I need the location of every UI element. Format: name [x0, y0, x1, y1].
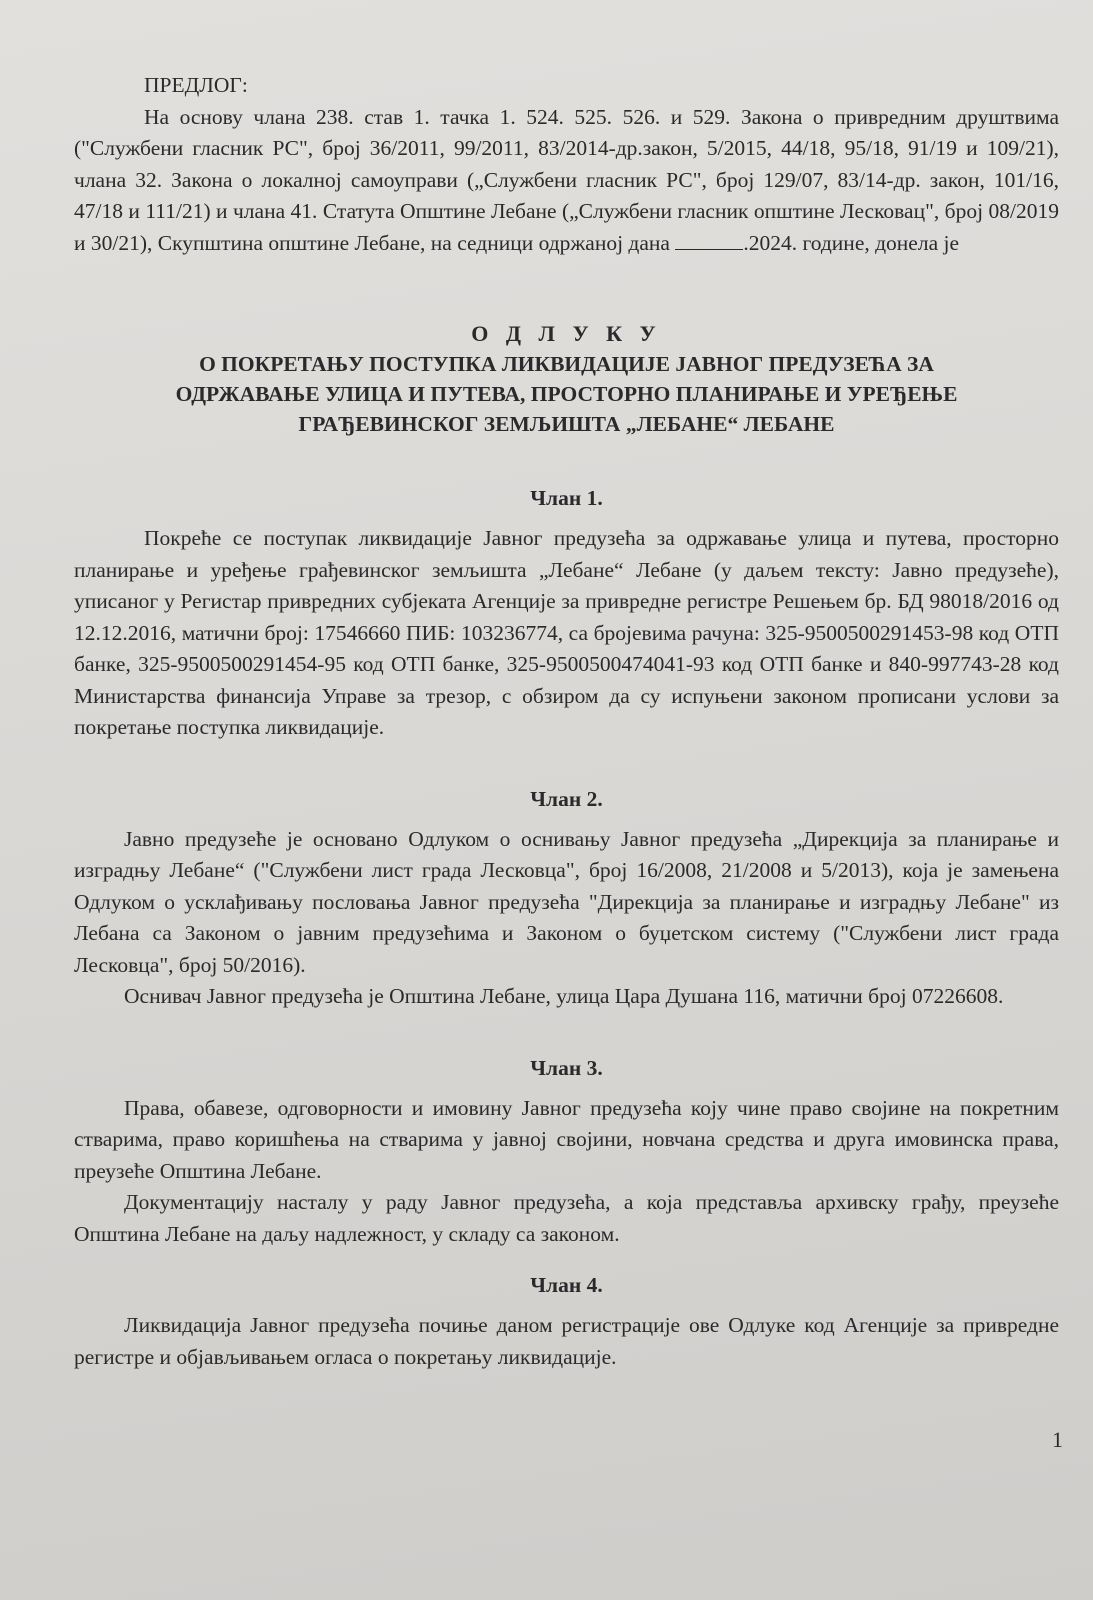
preamble: [74, 102, 1059, 260]
title-line-3: ГРАЂЕВИНСКОГ ЗЕМЉИШТА „ЛЕБАНЕ“ ЛЕБАНЕ: [298, 412, 835, 436]
article-paragraph: Ликвидација Јавног предузећа почиње даном регистрације ове Одлуке код Агенције за привредне регистре и објављивањем огласа о покретању ликвидације.: [74, 1313, 1059, 1369]
article-paragraph: Покреће се поступак ликвидације Јавног предузећа за одржавање улица и путева, просторно планирање и уређење грађевинског земљишта „Лебане“ Лебане (у даљем тексту: Јавно предузеће), уписаног у Регистар привредних субјеката Агенције за привредне регистре Решењем бр. БД 98018/2016 од 12.12.2016, матични број: 17546660 ПИБ: 103236774, са бројевима рачуна: 325-9500500291453-98 код ОТП банке, 325-9500500291454-95 код ОТП банке, 325-9500500474041-93 код ОТП банке и 840-997743-28 код Министарства финансија Управе за трезор, с обзиром да су испуњени законом прописани услови за покретање поступка ликвидације.: [74, 526, 1059, 739]
article-1: [74, 483, 1059, 744]
article-4: [74, 1270, 1059, 1373]
preamble-end: .2024. године, донела је: [743, 230, 960, 255]
article-heading: Члан 3.: [530, 1055, 603, 1080]
article-paragraph: Права, обавезе, одговорности и имовину Јавног предузећа коју чине право својине на покретним стварима, право коришћења на стварима у јавној својини, новчана средства и друга имовинска права, преузеће Општина Лебане.: [74, 1095, 1059, 1183]
date-blank: [675, 231, 743, 250]
title-line-2: ОДРЖАВАЊЕ УЛИЦА И ПУТЕВА, ПРОСТОРНО ПЛАНИРАЊЕ И УРЕЂЕЊЕ: [175, 382, 958, 406]
article-heading: Члан 4.: [530, 1273, 603, 1297]
title-line-1: О ПОКРЕТАЊУ ПОСТУПКА ЛИКВИДАЦИЈЕ ЈАВНОГ ПРЕДУЗЕЋА ЗА: [199, 352, 934, 376]
article-paragraph: Јавно предузеће је основано Одлуком о оснивању Јавног предузећа „Дирекција за планирање и изградњу Лебане“ ("Службени лист града Лесковца", број 16/2008, 21/2008 и 5/2013), која је замењена Одлуком о усклађивању пословања Јавног предузећа "Дирекција за планирање и изградњу Лебане" из Лебана са Законом о јавним предузећима и Законом о буџетском систему ("Службени лист града Лесковца", број 50/2016).: [74, 826, 1059, 977]
title-word: О Д Л У К У: [471, 321, 662, 346]
article-paragraph: Документацију насталу у раду Јавног предузећа, а која представља архивску грађу, преузеће Општина Лебане на даљу надлежност, у складу са законом.: [74, 1190, 1059, 1246]
article-2: [74, 784, 1059, 1013]
article-paragraph: Оснивач Јавног предузећа је Општина Лебане, улица Цара Душана 116, матични број 07226608.: [124, 984, 1004, 1008]
page-number: 1: [1052, 1427, 1063, 1452]
preamble-text: На основу члана 238. став 1. тачка 1. 524. 525. 526. и 529. Закона о привредним друштвима ("Службени гласник РС", број 36/2011, 99/2011, 83/2014-др.закон, 5/2015, 44/18, 95/18, 91/19 и 109/21), члана 32. Закона о локалној самоуправи („Службени гласник РС", број 129/07, 83/14-др. закон, 101/16, 47/18 и 111/21) и члана 41. Статута Општине Лебане („Службени гласник општине Лесковац", број 08/2019 и 30/21), Скупштина општине Лебане, на седници одржаној дана: [74, 104, 1059, 255]
proposal-label: ПРЕДЛОГ:: [144, 73, 248, 97]
decision-title: [74, 319, 1059, 439]
article-3: [74, 1053, 1059, 1251]
article-heading: Члан 1.: [530, 486, 603, 510]
article-heading: Члан 2.: [530, 786, 603, 811]
